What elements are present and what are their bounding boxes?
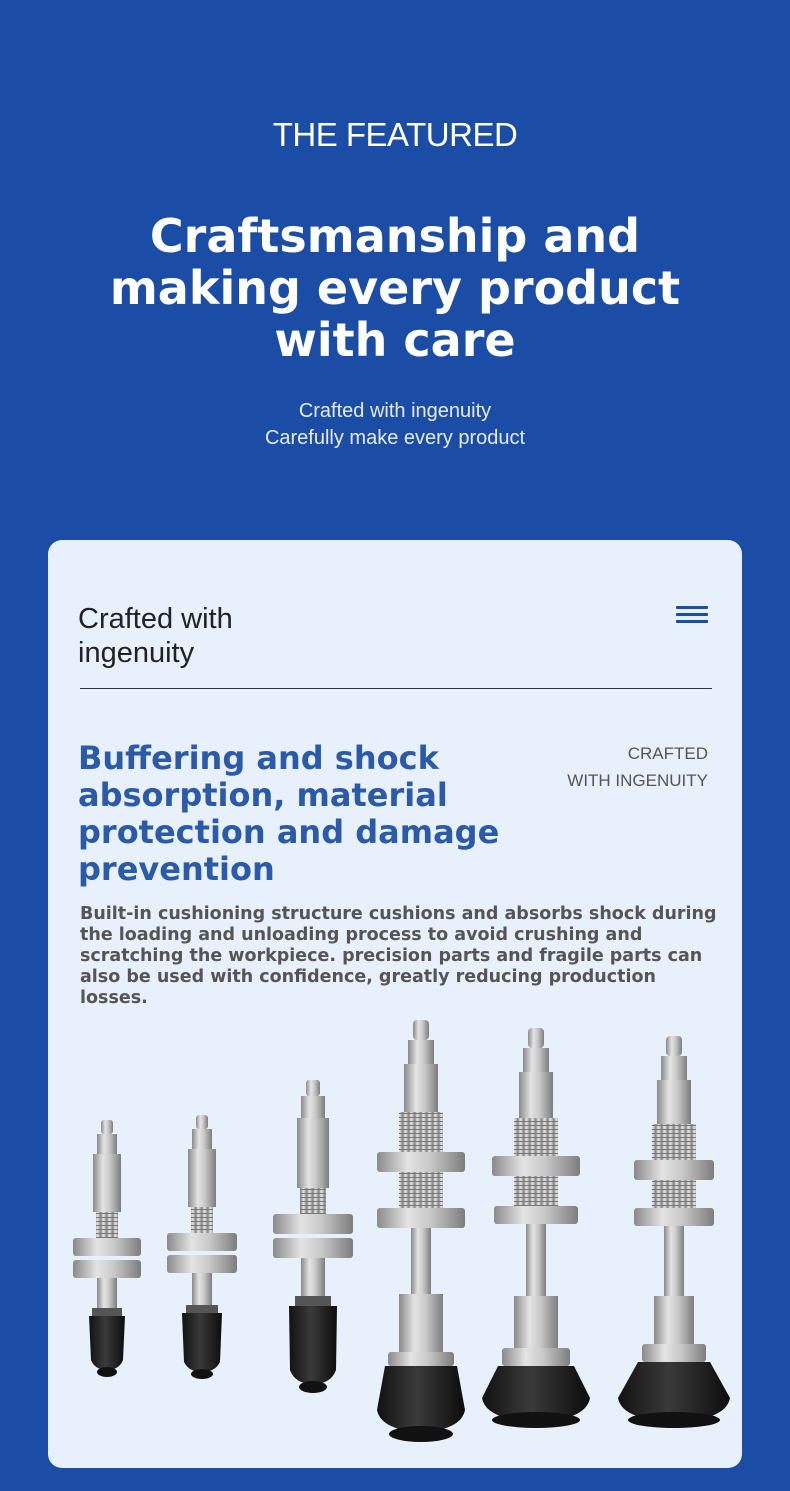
suction-cup-1 <box>73 1120 141 1377</box>
hamburger-menu-icon[interactable] <box>676 606 708 626</box>
hero-subline-2: Carefully make every product <box>264 427 526 449</box>
vacuum-suction-cup-products <box>48 1010 742 1468</box>
card-title: Crafted with ingenuity <box>78 603 233 669</box>
suction-cup-4 <box>377 1020 465 1442</box>
suction-cup-2 <box>167 1115 237 1379</box>
divider <box>80 688 712 689</box>
crafted-tag: CRAFTED WITH INGENUITY <box>567 744 708 790</box>
hero-subline-1: Crafted with ingenuity <box>298 400 492 422</box>
feature-title: Buffering and shock absorption, material protection and damage prevention <box>78 739 500 888</box>
suction-cup-3 <box>273 1080 353 1393</box>
suction-cup-5 <box>482 1028 590 1428</box>
feature-card <box>48 540 742 1468</box>
hero-eyebrow: THE FEATURED <box>272 116 518 153</box>
hero-headline: Craftsmanship and making every product with care <box>109 209 681 367</box>
feature-description: Built-in cushioning structure cushions and absorbs shock during the loading and unloading process to avoid crushing and scratching the workpiece. precision parts and fragile parts can also be used with confidence, greatly reducing production losses. <box>80 904 717 1008</box>
suction-cup-6 <box>618 1036 730 1428</box>
